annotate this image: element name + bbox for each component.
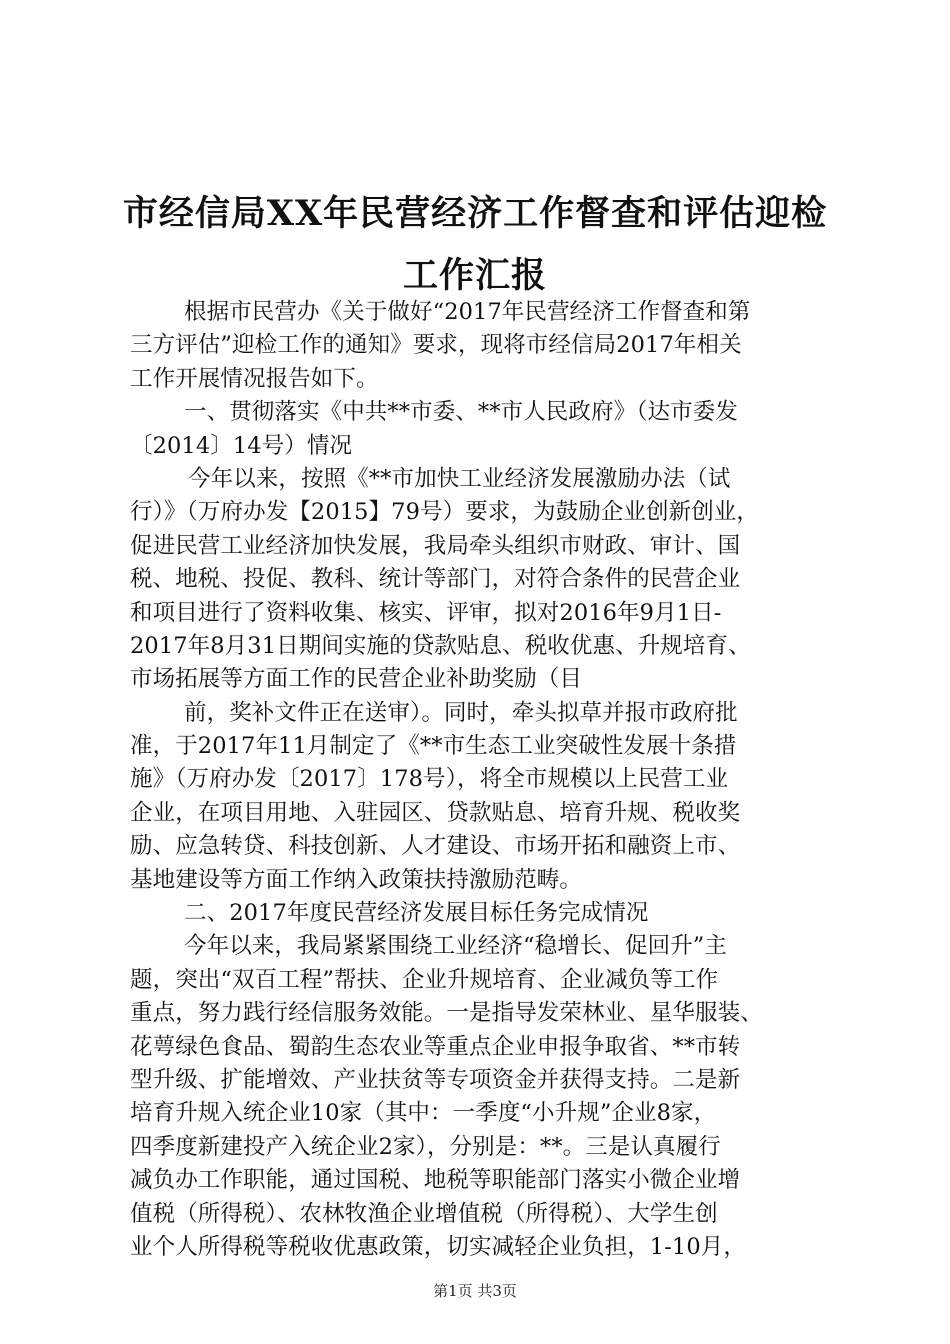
body-line: 四季度新建投产入统企业2家），分别是：**。三是认真履行 <box>130 1133 721 1160</box>
body-line: 题，突出“双百工程”帮扶、企业升规培育、企业减负等工作 <box>130 966 719 993</box>
body-line: 值税（所得税）、农林牧渔企业增值税（所得税）、大学生创 <box>130 1200 718 1227</box>
body-line: 培育升规入统企业10家（其中：一季度“小升规”企业8家， <box>130 1100 717 1127</box>
document-title-line-2: 工作汇报 <box>402 255 547 296</box>
body-line: 减负办工作职能，通过国税、地税等职能部门落实小微企业增 <box>130 1167 741 1194</box>
body-line: 励、应急转贷、科技创新、人才建设、市场开拓和融资上市、 <box>130 833 741 860</box>
body-line: 前，奖补文件正在送审）。同时，牵头拟草并报市政府批 <box>184 699 738 726</box>
section-heading-2: 二、2017年度民营经济发展目标任务完成情况 <box>184 900 649 927</box>
document-body <box>130 296 835 1264</box>
body-line: 型升级、扩能增效、产业扶贫等专项资金并获得支持。二是新 <box>130 1066 741 1093</box>
body-line: 业个人所得税等税收优惠政策，切实减轻企业负担，1-10月， <box>130 1233 746 1260</box>
body-line: 2017年8月31日期间实施的贷款贴息、税收优惠、升规培育、 <box>130 632 751 659</box>
page-footer: 第1页 共3页 <box>433 1282 517 1300</box>
body-line: 根据市民营办《关于做好“2017年民营经济工作督查和第 <box>184 299 751 325</box>
body-line: 〔2014〕14号）情况 <box>130 432 353 459</box>
body-line: 施》（万府办发〔2017〕178号），将全市规模以上民营工业 <box>130 766 729 793</box>
body-line: 税、地税、投促、教科、统计等部门，对符合条件的民营企业 <box>130 566 741 593</box>
body-line: 重点，努力践行经信服务效能。一是指导发荣林业、星华服装、 <box>130 1000 763 1027</box>
document-title-line-1: 市经信局XX年民营经济工作督查和评估迎检 <box>122 193 828 234</box>
body-line: 市场拓展等方面工作的民营企业补助奖励（目 <box>130 666 583 693</box>
body-line: 基地建设等方面工作纳入政策扶持激励范畴。 <box>130 866 583 893</box>
body-line: 工作开展情况报告如下。 <box>130 365 379 392</box>
body-line: 企业，在项目用地、入驻园区、贷款贴息、培育升规、税收奖 <box>130 799 741 826</box>
body-line: 准，于2017年11月制定了《**市生态工业突破性发展十条措 <box>130 733 737 760</box>
body-line: 今年以来，按照《**市加快工业经济发展激励办法（试 <box>188 465 731 492</box>
section-heading-1: 一、贯彻落实《中共**市委、**市人民政府》（达市委发 <box>184 399 738 426</box>
body-line: 促进民营工业经济加快发展，我局牵头组织市财政、审计、国 <box>130 532 741 559</box>
body-line: 三方评估”迎检工作的通知》要求，现将市经信局2017年相关 <box>130 332 742 359</box>
body-line: 和项目进行了资料收集、核实、评审，拟对2016年9月1日- <box>130 599 722 626</box>
body-line: 今年以来，我局紧紧围绕工业经济“稳增长、促回升”主 <box>184 933 728 960</box>
body-line: 行）》（万府办发【2015】79号）要求，为鼓励企业创新创业， <box>130 499 759 526</box>
body-line: 花萼绿色食品、蜀韵生态农业等重点企业申报争取省、**市转 <box>130 1033 741 1060</box>
